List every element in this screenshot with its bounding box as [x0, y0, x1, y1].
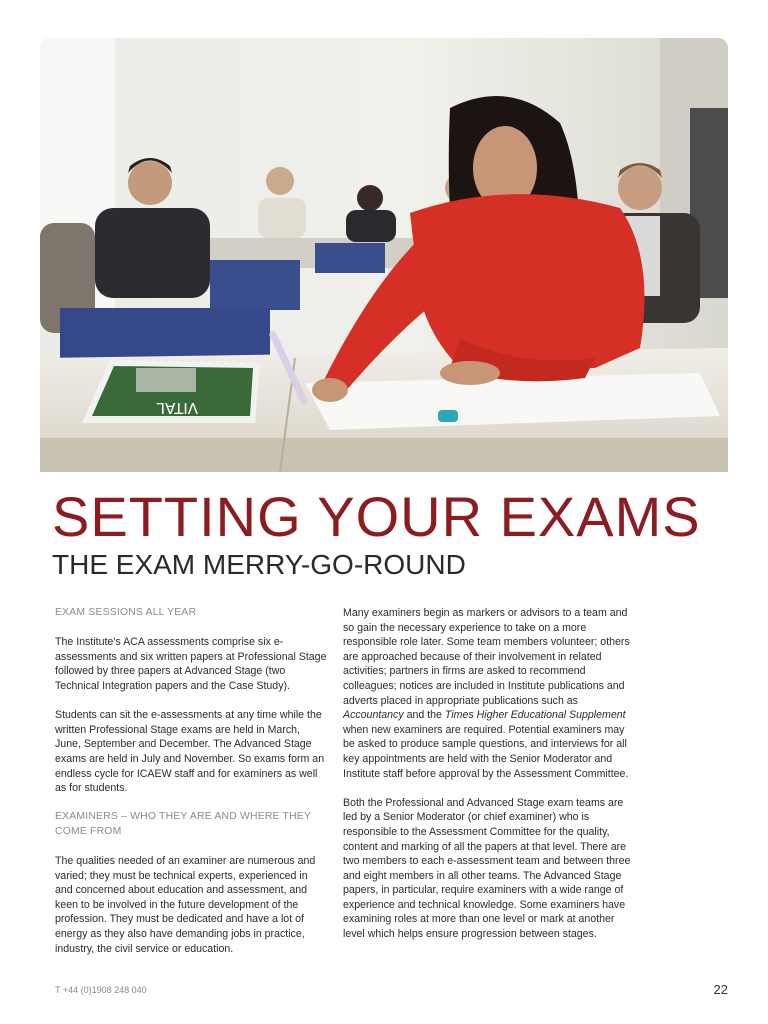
- exam-room-photo: [40, 38, 728, 472]
- publication-name-times-higher: Times Higher Educational Supplement: [444, 709, 626, 722]
- text-run: Many examiners begin as markers or advisors to a team and so gain the necessary experience to take on a more responsible role later. Some team members volunteer; others are approached because of their involvement in related activities; partners in firms are asked to recommend colleagues; notices are included in Institute publications and adverts placed in appropriate publications such as: [343, 607, 630, 707]
- section-heading-exam-sessions: EXAM SESSIONS ALL YEAR: [55, 607, 197, 618]
- right-column: [343, 606, 633, 942]
- footer-phone: T +44 (0)1908 248 040: [55, 985, 147, 995]
- exam-room-illustration: [40, 38, 728, 472]
- magazine-cover-text: VITAL: [156, 399, 198, 417]
- paragraph-exam-teams: Both the Professional and Advanced Stage exam teams are led by a Senior Moderator (or chief examiner) who is responsible to the Assessment Committee for the quality, content and marking of all the papers at that level. There are two members to each e-assessment team and between three and eight members in all other teams. The Advanced Stage papers, in particular, require examiners with a wide range of experience and technical knowledge. Some examiners have examining roles at more than one level or mark at another level which helps ensure progression between stages.: [343, 796, 631, 941]
- paragraph-examiner-qualities: The qualities needed of an examiner are numerous and varied; they must be technical experts, experienced in and concerned about education and assessment, and keen to be involved in the future development of the profession. They must be dedicated and have a lot of energy as they also have demanding jobs in practice, industry, the civil service or education.: [55, 855, 316, 955]
- page-number: 22: [713, 982, 728, 997]
- paragraph-becoming-examiner: [343, 606, 633, 781]
- section-heading-examiners: EXAMINERS – WHO THEY ARE AND WHERE THEY COME FROM: [55, 811, 311, 837]
- left-column: [55, 606, 327, 956]
- page-title: SETTING YOUR EXAMS: [52, 485, 701, 548]
- page-subtitle: THE EXAM MERRY-GO-ROUND: [52, 549, 466, 580]
- paragraph-exam-schedule: Students can sit the e-assessments at any time while the written Professional Stage exams are held in March, June, September and December. The Advanced Stage exams are held in July and November. So exams form an endless cycle for ICAEW staff and for examiners as well as for students.: [55, 709, 325, 795]
- text-run: and the: [403, 709, 445, 722]
- magazine: [82, 360, 260, 423]
- text-run: when new examiners are required. Potential examiners may be asked to produce sample questions, and interviews for all key appointments are held with the Senior Moderator and Institute staff before approval by the Assessment Committee.: [343, 723, 629, 780]
- paragraph-assessments: The Institute’s ACA assessments comprise six e-assessments and six written papers at Professional Stage followed by three papers at Advanced Stage (two Technical Integration papers and the Case Study).: [55, 636, 327, 692]
- publication-name-accountancy: Accountancy: [343, 709, 404, 722]
